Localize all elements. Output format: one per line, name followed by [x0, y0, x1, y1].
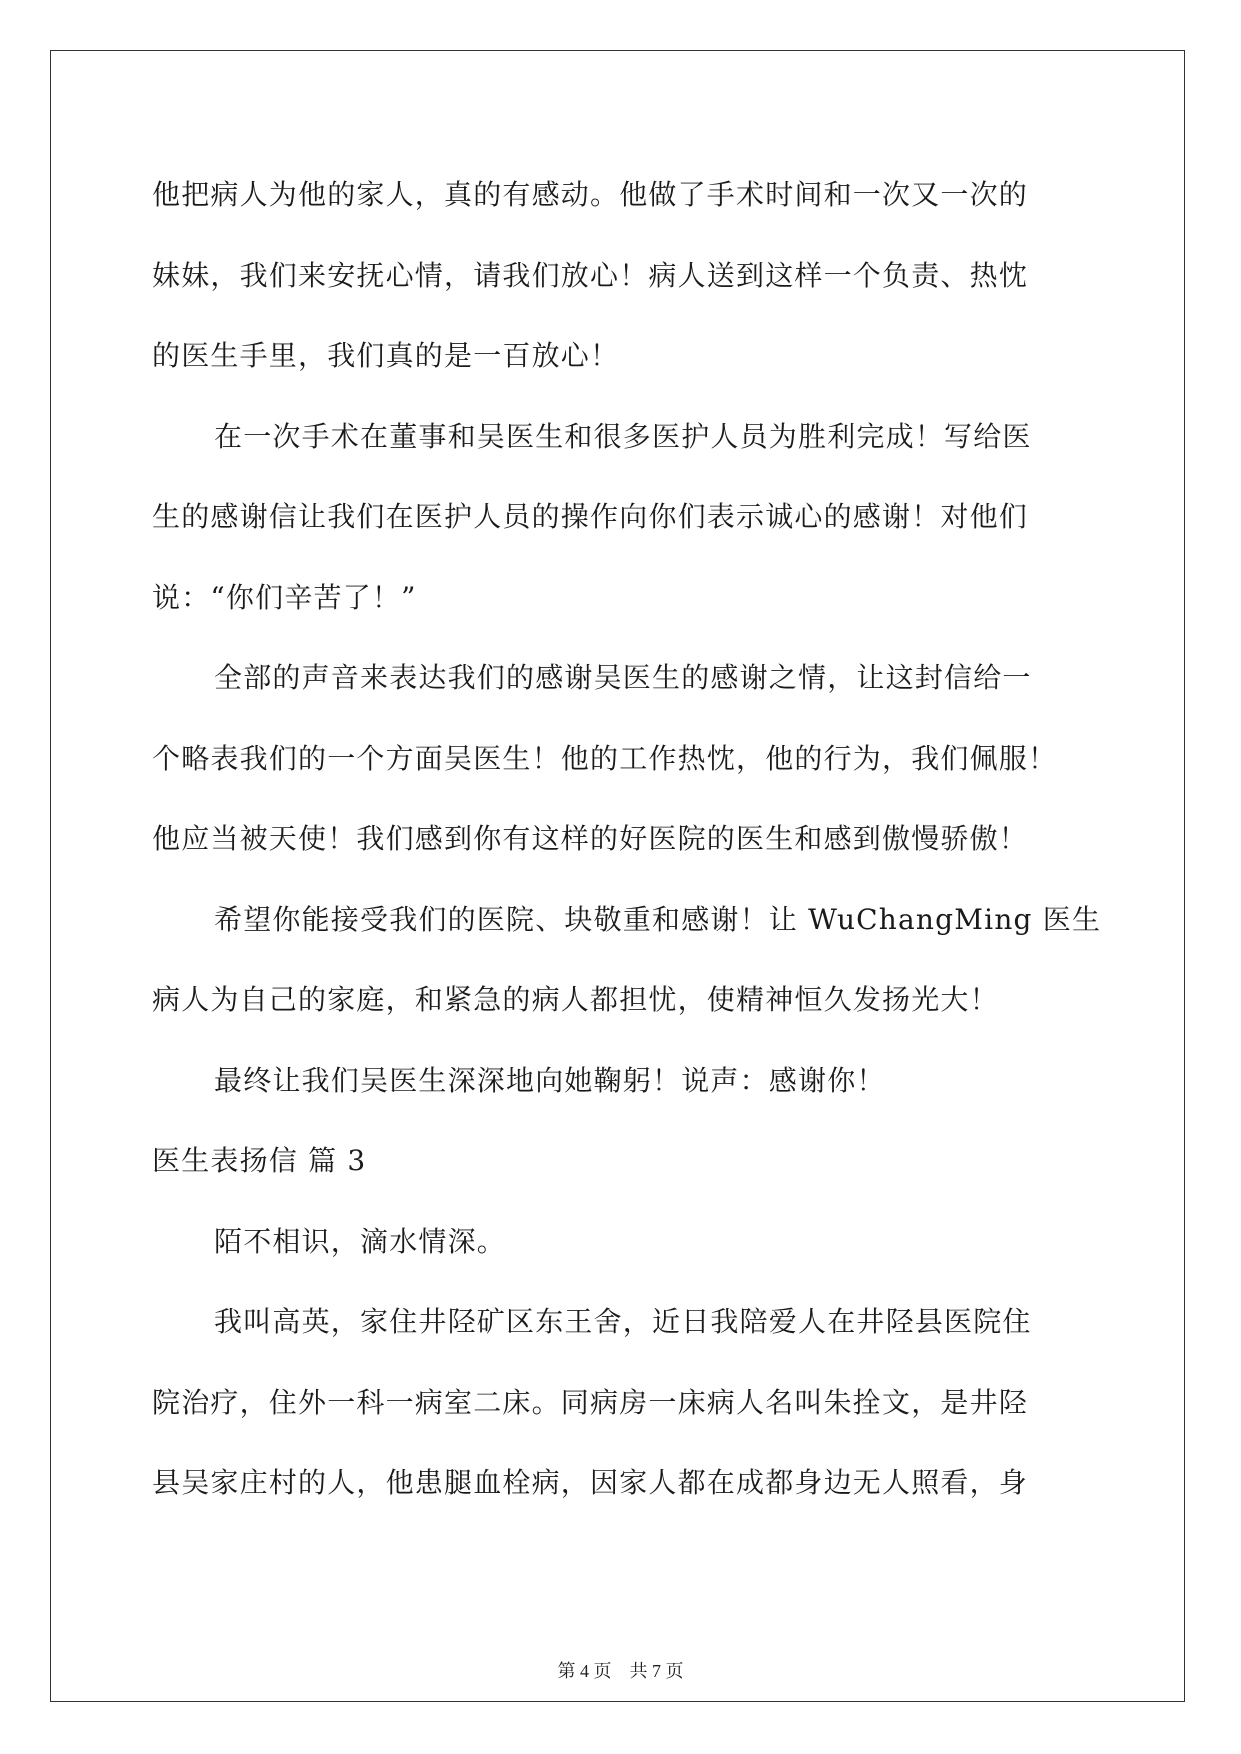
paragraph-start-line: 在一次手术在董事和吴医生和很多医护人员为胜利完成！写给医	[214, 419, 1032, 453]
text-line: 他应当被天使！我们感到你有这样的好医院的医生和感到傲慢骄傲！	[152, 822, 1029, 855]
text-line: 的医生手里，我们真的是一百放心！	[152, 339, 620, 372]
paragraph-start-line: 全部的声音来表达我们的感谢吴医生的感谢之情，让这封信给一	[214, 661, 1032, 694]
paragraph-start-line: 我叫高英，家住井陉矿区东王舍，近日我陪爱人在井陉县医院住	[214, 1305, 1032, 1338]
text-line: 院治疗，住外一科一病室二床。同病房一床病人名叫朱拴文，是井陉	[152, 1385, 1029, 1419]
paragraph-start-line: 希望你能接受我们的医院、块敬重和感谢！让 WuChangMing 医生	[214, 902, 1102, 936]
text-line: 妹妹，我们来安抚心情，请我们放心！病人送到这样一个负责、热忱	[152, 258, 1029, 292]
text-line: 说：“你们辛苦了！”	[152, 580, 417, 614]
document-body	[152, 155, 1102, 1524]
page-number-footer: 第 4 页 共 7 页	[557, 1661, 684, 1681]
paragraph-start-line: 陌不相识，滴水情深。	[214, 1224, 507, 1258]
section-heading: 医生表扬信 篇 3	[152, 1144, 367, 1177]
text-line: 县吴家庄村的人，他患腿血栓病，因家人都在成都身边无人照看，身	[152, 1466, 1029, 1499]
text-line: 生的感谢信让我们在医护人员的操作向你们表示诚心的感谢！对他们	[152, 500, 1029, 533]
paragraph-start-line: 最终让我们吴医生深深地向她鞠躬！说声：感谢你！	[214, 1063, 886, 1097]
text-line: 病人为自己的家庭，和紧急的病人都担忧，使精神恒久发扬光大！	[152, 983, 999, 1016]
text-line: 个略表我们的一个方面吴医生！他的工作热忱，他的行为，我们佩服！	[152, 741, 1058, 775]
text-line: 他把病人为他的家人，真的有感动。他做了手术时间和一次又一次的	[152, 178, 1029, 211]
